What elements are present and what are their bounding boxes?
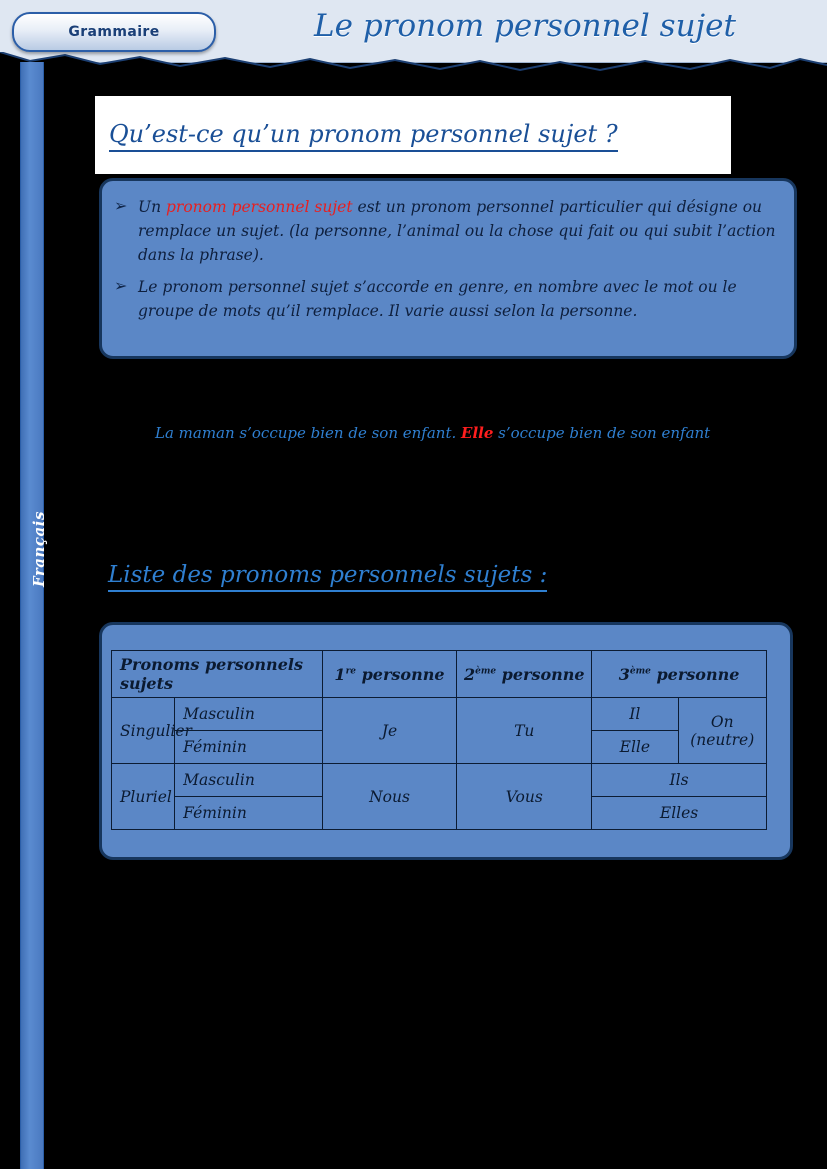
bullet-1-part-a: Un xyxy=(138,198,166,216)
table-row-header xyxy=(112,651,767,698)
cell-plur-person1: Nous xyxy=(322,764,457,830)
person3-number: 3 xyxy=(618,664,630,684)
page-title: Le pronom personnel sujet xyxy=(314,8,736,44)
person2-number: 2 xyxy=(463,664,476,684)
example-part-b: s’occupe bien de son enfant xyxy=(493,424,711,442)
cell-pluriel-masculin: Masculin xyxy=(175,764,322,797)
definition-bullet-1-text xyxy=(138,195,778,267)
definition-panel xyxy=(99,178,797,359)
example-part-a: La maman s’occupe bien de son enfant. xyxy=(155,424,462,442)
bullet-arrow-icon: ➢ xyxy=(114,196,128,215)
row-label-pluriel: Pluriel xyxy=(112,764,175,830)
subject-badge-label: Grammaire xyxy=(68,24,160,40)
row-label-singulier: Singulier xyxy=(112,698,175,764)
example-sentence xyxy=(155,424,755,442)
cell-sing-person3-il: Il xyxy=(592,698,678,731)
list-heading: Liste des pronoms personnels sujets : xyxy=(108,562,547,592)
pronoun-table xyxy=(111,650,767,830)
person2-tail: personne xyxy=(496,664,585,684)
bullet-1-highlight: pronom personnel sujet xyxy=(165,198,353,216)
cell-plur-person3-ils: Ils xyxy=(592,764,767,797)
cell-sing-person3-elle: Elle xyxy=(592,731,678,764)
cell-singulier-feminin: Féminin xyxy=(175,731,322,764)
torn-paper-edge xyxy=(0,52,827,78)
person2-sup: ème xyxy=(475,666,497,677)
subject-badge[interactable] xyxy=(12,12,216,52)
person1-number: 1 xyxy=(334,664,346,684)
cell-sing-person3-on: On (neutre) xyxy=(678,698,767,764)
person1-tail: personne xyxy=(356,664,445,684)
cell-plur-person3-elles: Elles xyxy=(592,797,767,830)
bullet-1-part-b: est un pronom personnel particulier qui désigne ou remplace un sujet. (la personne, l’animal ou la chose qui fait ou qui subit l’action dans la phrase). xyxy=(138,198,776,265)
person3-tail: personne xyxy=(650,664,740,684)
left-side-strip xyxy=(20,62,48,1169)
table-row xyxy=(112,764,767,797)
person3-sup: ème xyxy=(629,666,651,677)
bullet-arrow-icon: ➢ xyxy=(114,276,128,296)
cell-singulier-masculin: Masculin xyxy=(175,698,322,731)
cell-pluriel-feminin: Féminin xyxy=(175,797,322,830)
person1-sup: re xyxy=(345,666,357,677)
table-header-pronouns: Pronoms personnels sujets xyxy=(112,651,323,698)
cell-sing-person2: Tu xyxy=(457,698,592,764)
example-highlight: Elle xyxy=(461,424,494,442)
side-tab-label: Français xyxy=(30,511,48,587)
definition-bullet-1 xyxy=(114,195,778,267)
table-header-person-3 xyxy=(592,651,767,698)
table-row xyxy=(112,698,767,731)
definition-bullet-2 xyxy=(114,275,778,323)
question-heading: Qu’est-ce qu’un pronom personnel sujet ? xyxy=(109,120,618,152)
table-header-person-1 xyxy=(322,651,457,698)
cell-sing-person1: Je xyxy=(322,698,457,764)
question-box xyxy=(95,96,731,174)
definition-bullet-2-text: Le pronom personnel sujet s’accorde en genre, en nombre avec le mot ou le groupe de mots qu’il remplace. Il varie aussi selon la personne. xyxy=(138,278,737,321)
pronoun-table-panel xyxy=(99,622,793,860)
table-header-person-2 xyxy=(457,651,592,698)
cell-plur-person2: Vous xyxy=(457,764,592,830)
